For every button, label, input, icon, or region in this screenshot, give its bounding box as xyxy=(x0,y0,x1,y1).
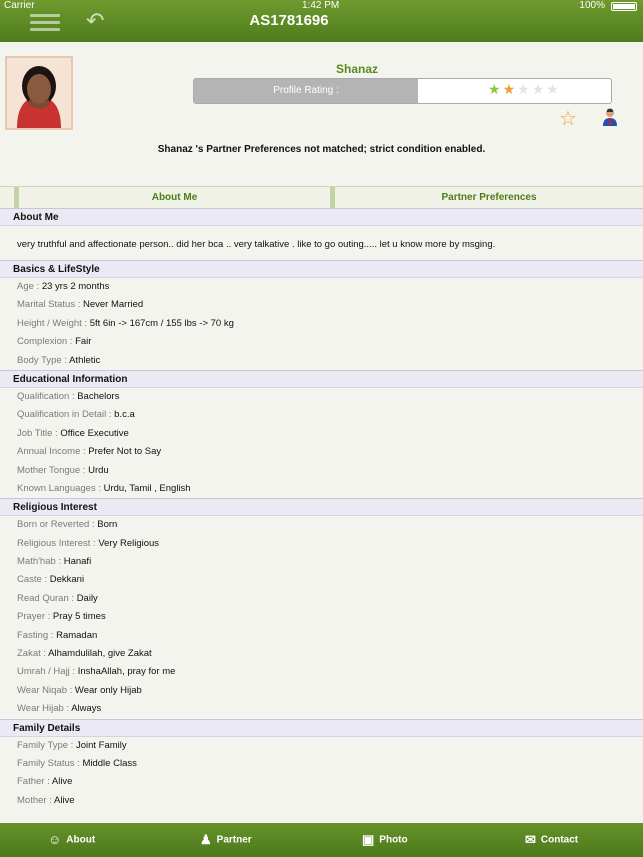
profile-rating xyxy=(193,78,612,104)
field-row xyxy=(0,645,643,663)
field-value: 23 yrs 2 months xyxy=(41,281,110,292)
field-value: Wear only Hijab xyxy=(74,684,142,696)
field-value: Urdu, Tamil , English xyxy=(103,482,191,494)
shortlist-star-icon[interactable]: ☆ xyxy=(559,108,577,130)
contact-person-icon[interactable] xyxy=(602,108,618,126)
field-row xyxy=(0,388,643,406)
nav-partner-label: Partner xyxy=(216,834,252,846)
field-value: Bachelors xyxy=(77,390,120,402)
field-label: Mother : xyxy=(17,794,52,806)
field-value: Born xyxy=(97,519,118,531)
nav-contact[interactable] xyxy=(525,823,578,857)
star-filled-icon: ★ xyxy=(488,81,503,97)
field-row xyxy=(0,792,643,810)
field-label: Job Title : xyxy=(17,427,58,439)
user-icon: ☺ xyxy=(48,832,62,847)
field-label: Born or Reverted : xyxy=(17,519,95,531)
field-row xyxy=(0,352,643,370)
field-value: Hanafi xyxy=(63,556,92,568)
field-value: Athletic xyxy=(69,354,101,366)
preference-message: Shanaz 's Partner Preferences not matched; strict condition enabled. xyxy=(157,144,486,155)
field-value: Ramadan xyxy=(56,629,98,641)
section-family-details: Family Details xyxy=(0,719,643,737)
field-row xyxy=(0,737,643,755)
field-label: Prayer : xyxy=(17,611,51,623)
field-row xyxy=(0,682,643,700)
field-value: Fair xyxy=(75,336,92,348)
profile-photo[interactable] xyxy=(5,56,73,130)
field-label: Body Type : xyxy=(17,354,67,366)
page-title: AS1781696 xyxy=(249,12,329,29)
nav-contact-label: Contact xyxy=(540,834,579,846)
field-value: Pray 5 times xyxy=(52,611,106,623)
tab-partner-preferences[interactable]: Partner Preferences xyxy=(330,187,643,209)
field-row xyxy=(0,608,643,626)
field-row xyxy=(0,443,643,461)
field-value: Never Married xyxy=(83,299,144,311)
field-value: Alive xyxy=(53,794,75,806)
nav-photo-label: Photo xyxy=(379,834,408,846)
section-about-me: About Me xyxy=(0,208,643,226)
field-label: Wear Niqab : xyxy=(17,684,73,696)
nav-photo[interactable] xyxy=(362,823,408,857)
section-basics-lifestyle: Basics & LifeStyle xyxy=(0,260,643,278)
about-me-text: very truthful and affectionate person.. did her bca .. very talkative . like to go outing..... let u know more by msging. xyxy=(17,239,496,250)
field-value: Urdu xyxy=(88,464,109,476)
field-row xyxy=(0,773,643,791)
field-label: Religious Interest : xyxy=(17,537,96,549)
field-label: Annual Income : xyxy=(17,446,86,458)
field-row xyxy=(0,516,643,534)
profile-tabs xyxy=(0,186,643,208)
field-label: Mother Tongue : xyxy=(17,464,86,476)
nav-about[interactable] xyxy=(48,823,95,857)
camera-icon: ▣ xyxy=(362,832,375,847)
field-row xyxy=(0,535,643,553)
rating-stars xyxy=(488,81,561,98)
profile-name: Shanaz xyxy=(335,62,378,76)
field-row xyxy=(0,278,643,296)
field-label: Age : xyxy=(17,281,40,292)
field-label: Wear Hijab : xyxy=(17,703,70,715)
field-row xyxy=(0,296,643,314)
field-value: InshaAllah, pray for me xyxy=(77,666,176,678)
field-value: Prefer Not to Say xyxy=(88,446,162,458)
field-value: Alhamdulilah, give Zakat xyxy=(48,648,152,660)
star-filled-icon: ★ xyxy=(502,81,518,97)
nav-partner[interactable] xyxy=(200,823,252,857)
partner-icon: ♟ xyxy=(200,832,212,847)
section-religious-interest: Religious Interest xyxy=(0,498,643,516)
field-value: b.c.a xyxy=(114,409,135,421)
star-empty-icon: ★ xyxy=(546,81,561,97)
section-educational-information: Educational Information xyxy=(0,370,643,388)
field-label: Father : xyxy=(17,776,50,788)
battery-icon xyxy=(611,2,637,11)
clock: 1:42 PM xyxy=(302,0,340,11)
field-label: Qualification in Detail : xyxy=(17,409,112,421)
field-row xyxy=(0,315,643,333)
field-label: Caste : xyxy=(17,574,48,586)
field-row xyxy=(0,571,643,589)
field-value: 5ft 6in -> 167cm / 155 lbs -> 70 kg xyxy=(89,317,234,329)
field-row xyxy=(0,627,643,645)
field-value: Very Religious xyxy=(98,537,160,549)
back-arrow-icon[interactable]: ↶ xyxy=(86,8,105,33)
field-value: Office Executive xyxy=(60,427,129,439)
carrier-label: Carrier xyxy=(4,0,35,11)
field-value: Joint Family xyxy=(75,739,127,751)
field-label: Qualification : xyxy=(17,390,75,402)
field-value: Middle Class xyxy=(82,757,137,769)
star-empty-icon: ★ xyxy=(517,81,532,97)
field-label: Zakat : xyxy=(17,648,47,660)
field-label: Fasting : xyxy=(17,629,54,641)
field-row xyxy=(0,333,643,351)
field-row xyxy=(0,480,643,498)
field-label: Family Type : xyxy=(17,739,74,751)
field-label: Height / Weight : xyxy=(17,317,88,329)
field-value: Daily xyxy=(76,592,98,604)
field-row xyxy=(0,406,643,424)
field-row xyxy=(0,462,643,480)
tab-about-me[interactable]: About Me xyxy=(14,187,330,209)
field-label: Marital Status : xyxy=(17,299,81,311)
profile-details xyxy=(0,208,643,810)
field-row xyxy=(0,553,643,571)
envelope-icon: ✉ xyxy=(525,832,536,847)
field-label: Known Languages : xyxy=(17,482,101,494)
field-label: Math'hab : xyxy=(17,556,62,568)
star-empty-icon: ★ xyxy=(531,81,547,97)
field-value: Always xyxy=(71,703,102,715)
battery-percent: 100% xyxy=(579,0,605,11)
field-row xyxy=(0,700,643,718)
rating-label: Profile Rating : xyxy=(194,79,418,103)
field-value: Dekkani xyxy=(49,574,85,586)
field-label: Complexion : xyxy=(17,336,73,348)
field-row xyxy=(0,425,643,443)
field-label: Read Quran : xyxy=(17,592,75,604)
status-bar xyxy=(0,0,643,12)
bottom-tab-bar xyxy=(0,823,643,857)
field-label: Family Status : xyxy=(17,757,80,769)
field-row xyxy=(0,755,643,773)
field-row xyxy=(0,663,643,681)
nav-about-label: About xyxy=(66,834,96,846)
field-row xyxy=(0,590,643,608)
field-label: Umrah / Hajj : xyxy=(17,666,76,678)
field-value: Alive xyxy=(51,776,73,788)
